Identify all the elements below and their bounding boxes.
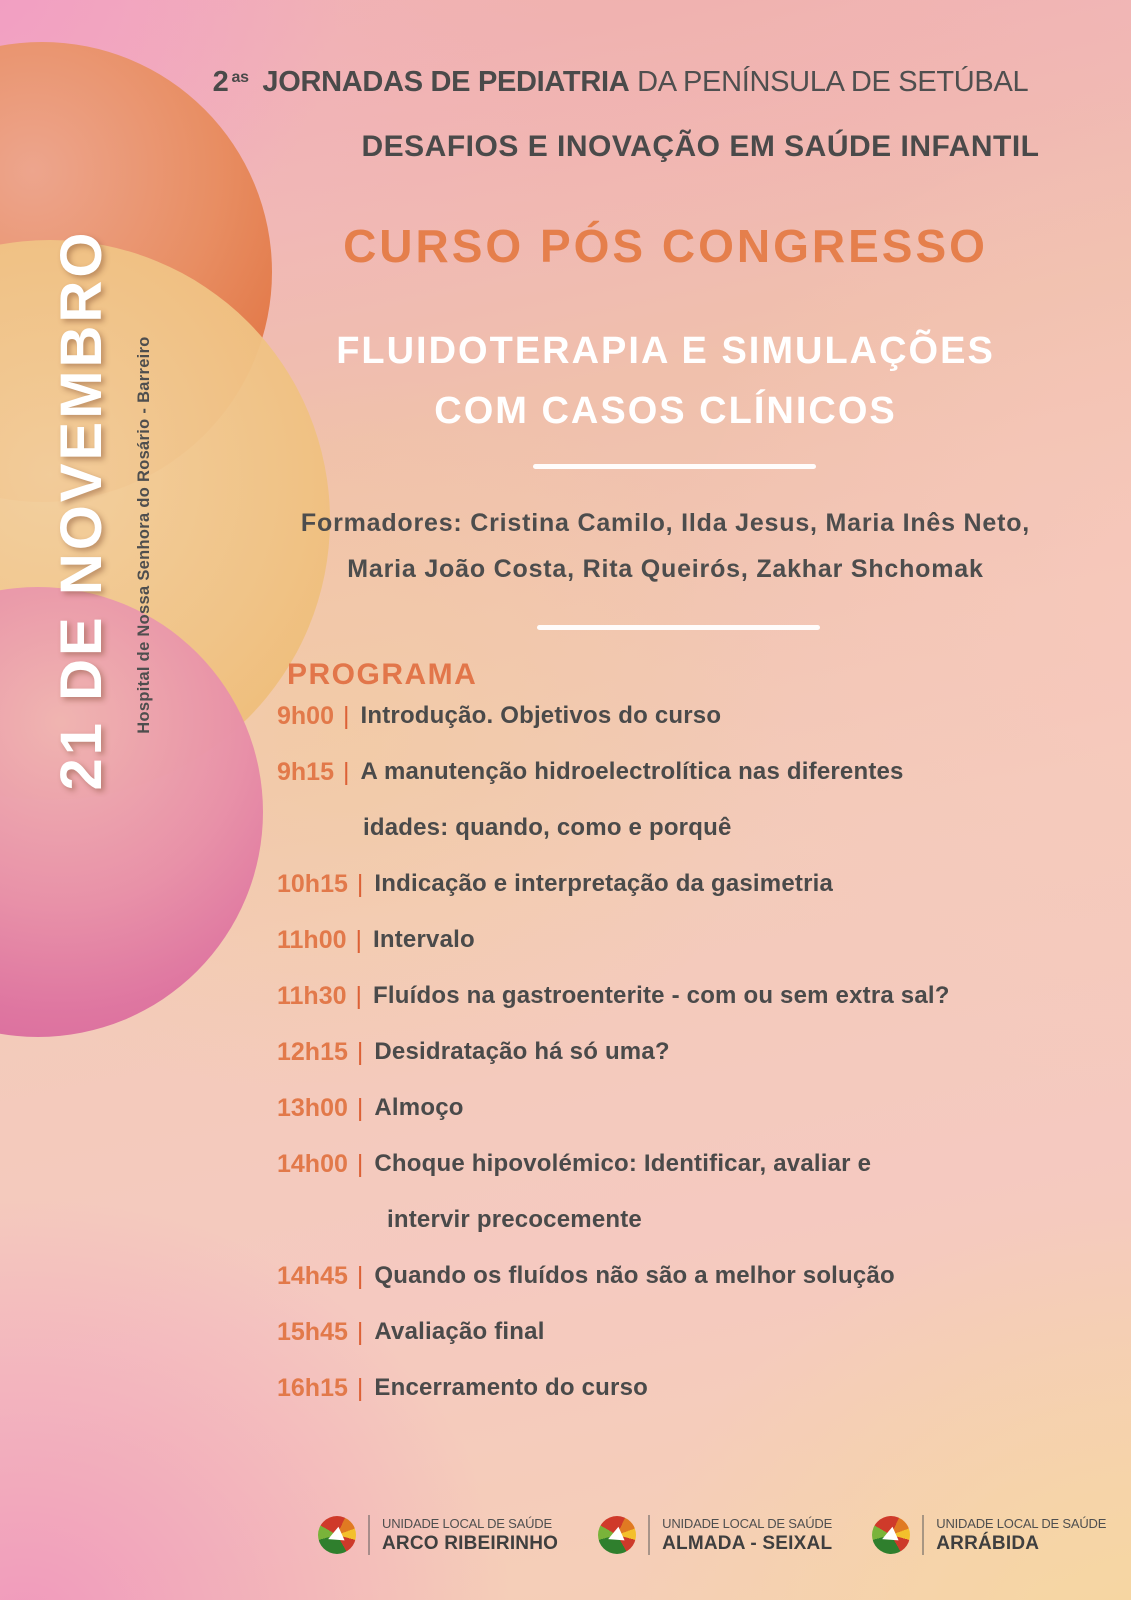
program-item-continuation: idades: quando, como e porquê xyxy=(363,814,732,841)
program-heading: PROGRAMA xyxy=(287,658,478,691)
event-name: JORNADAS DE PEDIATRIA xyxy=(262,66,630,98)
time-separator: | xyxy=(355,925,363,954)
program-item xyxy=(277,1024,1097,1080)
divider-line xyxy=(533,464,816,469)
program-title: Quando os fluídos não são a melhor solução xyxy=(374,1262,895,1289)
time-separator: | xyxy=(356,869,364,898)
program-time: 10h15 xyxy=(277,869,348,898)
uls-swirl-logo-icon xyxy=(872,1516,910,1554)
program-item xyxy=(277,856,1097,912)
event-venue-vertical: Hospital de Nossa Senhora do Rosário - Barreiro xyxy=(135,336,153,734)
program-item xyxy=(277,1248,1097,1304)
program-item xyxy=(277,968,1097,1024)
org-name-label: ARRÁBIDA xyxy=(936,1532,1040,1554)
logo-text-divider xyxy=(922,1515,924,1555)
program-item xyxy=(277,1136,1097,1192)
event-name-region: DA PENÍNSULA DE SETÚBAL xyxy=(637,66,1029,98)
time-separator: | xyxy=(342,757,350,786)
course-title-line2: COM CASOS CLÍNICOS xyxy=(434,390,897,432)
program-time: 14h45 xyxy=(277,1261,348,1290)
program-title: Encerramento do curso xyxy=(374,1374,648,1401)
org-logo-group xyxy=(318,1515,558,1555)
program-title: Avaliação final xyxy=(374,1318,545,1345)
program-title: Choque hipovolémico: Identificar, avaliar e xyxy=(374,1150,872,1177)
org-name-label: ARCO RIBEIRINHO xyxy=(382,1532,559,1554)
logo-text-divider xyxy=(368,1515,370,1555)
program-item xyxy=(277,1304,1097,1360)
program-title: Introdução. Objetivos do curso xyxy=(360,702,722,729)
program-item-continuation: intervir precocemente xyxy=(387,1206,642,1233)
time-separator: | xyxy=(356,1037,364,1066)
program-title: Indicação e interpretação da gasimetria xyxy=(374,870,834,897)
time-separator: | xyxy=(342,701,350,730)
uls-swirl-logo-icon xyxy=(318,1516,356,1554)
program-title: Desidratação há só uma? xyxy=(374,1038,670,1065)
program-title: A manutenção hidroelectrolítica nas diferentes xyxy=(360,758,904,785)
divider-line xyxy=(537,625,820,630)
program-title: Fluídos na gastroenterite - com ou sem extra sal? xyxy=(373,982,950,1009)
program-time: 14h00 xyxy=(277,1149,348,1178)
org-logo-group xyxy=(872,1515,1106,1555)
org-name-label: ALMADA - SEIXAL xyxy=(662,1532,833,1554)
program-time: 11h00 xyxy=(277,925,347,954)
edition-number: 2 xyxy=(212,66,229,98)
program-time: 15h45 xyxy=(277,1317,348,1346)
program-item xyxy=(277,1080,1097,1136)
program-title: Almoço xyxy=(374,1094,464,1121)
org-type-label: UNIDADE LOCAL DE SAÚDE xyxy=(936,1515,1107,1531)
logo-text-divider xyxy=(648,1515,650,1555)
org-type-label: UNIDADE LOCAL DE SAÚDE xyxy=(382,1515,552,1531)
event-subtitle: DESAFIOS E INOVAÇÃO EM SAÚDE INFANTIL xyxy=(361,130,1040,163)
org-type-label: UNIDADE LOCAL DE SAÚDE xyxy=(662,1515,833,1531)
program-time: 12h15 xyxy=(277,1037,348,1066)
program-time: 9h00 xyxy=(277,701,334,730)
course-kicker: CURSO PÓS CONGRESSO xyxy=(343,220,988,272)
program-time: 16h15 xyxy=(277,1373,348,1402)
trainers-line1: Formadores: Cristina Camilo, Ilda Jesus, Maria Inês Neto, xyxy=(300,509,1031,537)
footer-organizations xyxy=(318,1502,1106,1568)
program-time: 13h00 xyxy=(277,1093,348,1122)
time-separator: | xyxy=(356,1149,364,1178)
program-item xyxy=(277,744,1097,800)
event-date-vertical: 21 DE NOVEMBRO xyxy=(49,229,114,791)
time-separator: | xyxy=(356,1317,364,1346)
uls-swirl-logo-icon xyxy=(598,1516,636,1554)
program-item xyxy=(277,688,1097,744)
time-separator: | xyxy=(356,1373,364,1402)
trainers-line2: Maria João Costa, Rita Queirós, Zakhar Shchomak xyxy=(347,555,984,583)
trainers-list xyxy=(200,500,1131,592)
program-item xyxy=(277,1360,1097,1416)
course-title-line1: FLUIDOTERAPIA E SIMULAÇÕES xyxy=(336,330,995,372)
program-list xyxy=(277,688,1097,1416)
org-logo-group xyxy=(598,1515,832,1555)
event-title xyxy=(200,66,1131,99)
time-separator: | xyxy=(355,981,363,1010)
time-separator: | xyxy=(356,1093,364,1122)
program-time: 11h30 xyxy=(277,981,347,1010)
time-separator: | xyxy=(356,1261,364,1290)
course-title xyxy=(200,321,1131,441)
edition-suffix: as xyxy=(231,69,249,87)
program-title: Intervalo xyxy=(373,926,475,953)
program-item xyxy=(277,912,1097,968)
program-time: 9h15 xyxy=(277,757,334,786)
